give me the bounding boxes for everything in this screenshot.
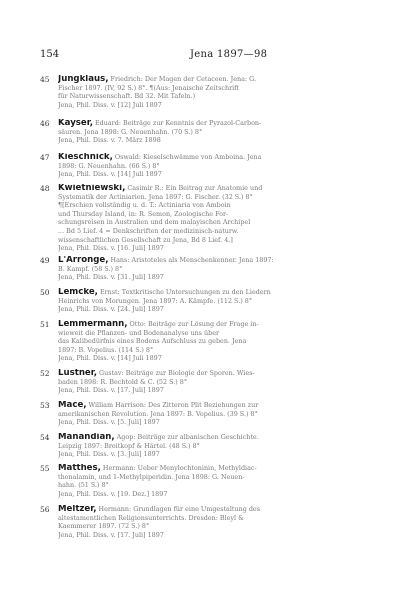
entry-line: William Harrison: Des Zitteron Plit Beziehungen zur (88, 401, 259, 409)
entry-number: 46 (40, 119, 50, 128)
entry-line: wieweit die Pflanzen- und Bodenanalyse uns über (58, 328, 220, 337)
entry-line: B. Kampf. (58 S.) 8° (58, 264, 123, 273)
entry-line: 1897: B. Vopelius. (114 S.) 8° (58, 345, 154, 354)
author-name: Meltzer, (58, 505, 97, 514)
entry-line: ... Bd 5 Lief. 4 = Denkschriften der medizinisch-naturw. (58, 226, 239, 235)
entry-number: 54 (40, 433, 50, 442)
entry-number: 53 (40, 401, 50, 410)
entry-number: 55 (40, 464, 50, 473)
entry-number: 52 (40, 369, 50, 378)
author-name: Kayser, (58, 119, 93, 128)
entry-line: säuren. Jena 1898: G. Neuenhahn. (70 S.) 8° (58, 127, 203, 136)
entry-line: für Naturwissenschaft. Bd 32. Mit Tafeln.) (58, 92, 196, 101)
entry-number: 50 (40, 288, 50, 297)
entry-line: Casimir R.: Ein Beitrag zur Anatomie und (127, 184, 263, 192)
author-name: Lemmermann, (58, 320, 128, 329)
entry-number: 51 (40, 320, 50, 329)
entry-line: Jena, Phil. Diss. v. [31. Juli] 1897 (58, 273, 164, 282)
entry-line: Hans: Aristoteles als Menschenkenner. Jena 1897: (110, 256, 274, 264)
entry-line: Jena, Phil. Diss. v. [14] Juli 1897 (58, 170, 162, 179)
entry-line: altestamentlichen Religionsunterrichts. Dresden: Bleyl & (58, 513, 244, 522)
author-name: Matthes, (58, 464, 101, 473)
author-name: Kieschnick, (58, 153, 113, 162)
entry-number: 56 (40, 505, 50, 514)
entry-line: Gustav: Beiträge zur Biologie der Sporen. Wies- (99, 369, 255, 377)
entry-line: Jena, Phil. Diss. v. [3. Juli] 1897 (58, 450, 160, 459)
entry-line: Heinrichs von Morungen. Jena 1897: A. Kämpfe. (112 S.) 8° (58, 296, 253, 305)
running-title: Jena 1897—98 (190, 49, 268, 60)
entry-line: hahn. (51 S.) 8° (58, 481, 109, 490)
author-name: Jungklaus, (58, 75, 109, 84)
entry-line: Jena, Phil. Diss. v. 7. März 1898 (58, 136, 161, 145)
entry-line: Jena, Phil. Diss. v. [24. Juli] 1897 (58, 305, 164, 314)
entry-line: Jena, Phil. Diss. v. [5. Juli] 1897 (58, 418, 160, 427)
page-header (40, 49, 370, 63)
entry-number: 45 (40, 75, 50, 84)
entry-number: 49 (40, 256, 50, 265)
entry-line: wissenschaftlichen Gesellschaft zu Jena, Bd 8 Lief. 4.] (58, 235, 233, 244)
entry-line: das Kalibedürfnis eines Bodens Aufschluss zu geben. Jena (58, 337, 247, 346)
entry-line: Jena, Phil. Diss. v. [17. Juli] 1897 (58, 386, 164, 395)
entry-line: und Thursday Island, in: R. Semon, Zoologische For- (58, 209, 229, 218)
page-number: 154 (40, 49, 60, 60)
entry-line: Eduard: Beiträge zur Kenntnis der Pyrazol-Carbon- (94, 119, 262, 127)
entry-line: baden 1898: R. Bechtold & C. (52 S.) 8° (58, 377, 188, 386)
author-name: Manandian, (58, 433, 115, 442)
author-name: Lüstner, (58, 369, 98, 378)
entry-line: Hermann: Grundlagen für eine Umgestaltung des (98, 505, 260, 513)
entry-line: schungsreisen in Australien und dem malayischen Archipel (58, 218, 251, 227)
entry-line: Fischer 1897. (IV, 92 S.) 8°. ¶(Aus: Jenaische Zeitschrift (58, 83, 240, 92)
entry-line: Kaemmerer 1897. (72 S.) 8° (58, 522, 150, 531)
entry-line: amerikanischen Revolution. Jena 1897: B. Vopelius. (39 S.) 8° (58, 409, 258, 418)
author-name: Mace, (58, 401, 87, 410)
entry-line: 1898: G. Neuenhahn. (66 S.) 8° (58, 161, 160, 170)
entry-line: ¶[Erschien vollständig u. d. T.: Actiniaria von Amboin (58, 201, 231, 210)
entry-line: Jena, Phil. Diss. v. [17. Juli] 1897 (58, 530, 164, 539)
author-name: Lemcke, (58, 288, 98, 297)
entry-line: Jena, Phil. Diss. v. [12] Juli 1897 (58, 100, 162, 109)
entry-number: 48 (40, 184, 50, 193)
entry-line: Jena, Phil. Diss. v. [19. Dez.] 1897 (58, 489, 168, 498)
author-name: L'Arronge, (58, 256, 109, 265)
entry-line: thonalamin, und 1-Methylpiperidin. Jena 1898: G. Neuen- (58, 472, 245, 481)
author-name: Kwietniewski, (58, 184, 126, 193)
entry-line: Ernst: Textkritische Untersuchungen zu den Liedern (99, 288, 271, 296)
entry-line: Leipzig 1897: Breitkopf & Härtel. (48 S.) 8° (58, 441, 200, 450)
entry-line: Otto: Beiträge zur Lösung der Frage in- (129, 320, 259, 328)
entry-number: 47 (40, 153, 50, 162)
entry-line: Agop: Beiträge zur albanischen Geschichte. (116, 433, 259, 441)
entry-line: Jena, Phil. Diss. v. [14] Juli 1897 (58, 354, 162, 363)
entry-line: Hermann: Ueber Menylochtoninin, Methyldiac- (102, 464, 257, 472)
entry-line: Systematik der Actiniarien. Jena 1897: G. Fischer. (32 S.) 8° (58, 192, 253, 201)
entry-line: Oswald: Kieselschwämme von Amboina. Jena (114, 153, 262, 161)
entry-line: Friedrich: Der Magen der Cetaceen. Jena: G. (110, 75, 256, 83)
entry-line: Jena, Phil. Diss. v. [16. Juli] 1897 (58, 244, 164, 253)
